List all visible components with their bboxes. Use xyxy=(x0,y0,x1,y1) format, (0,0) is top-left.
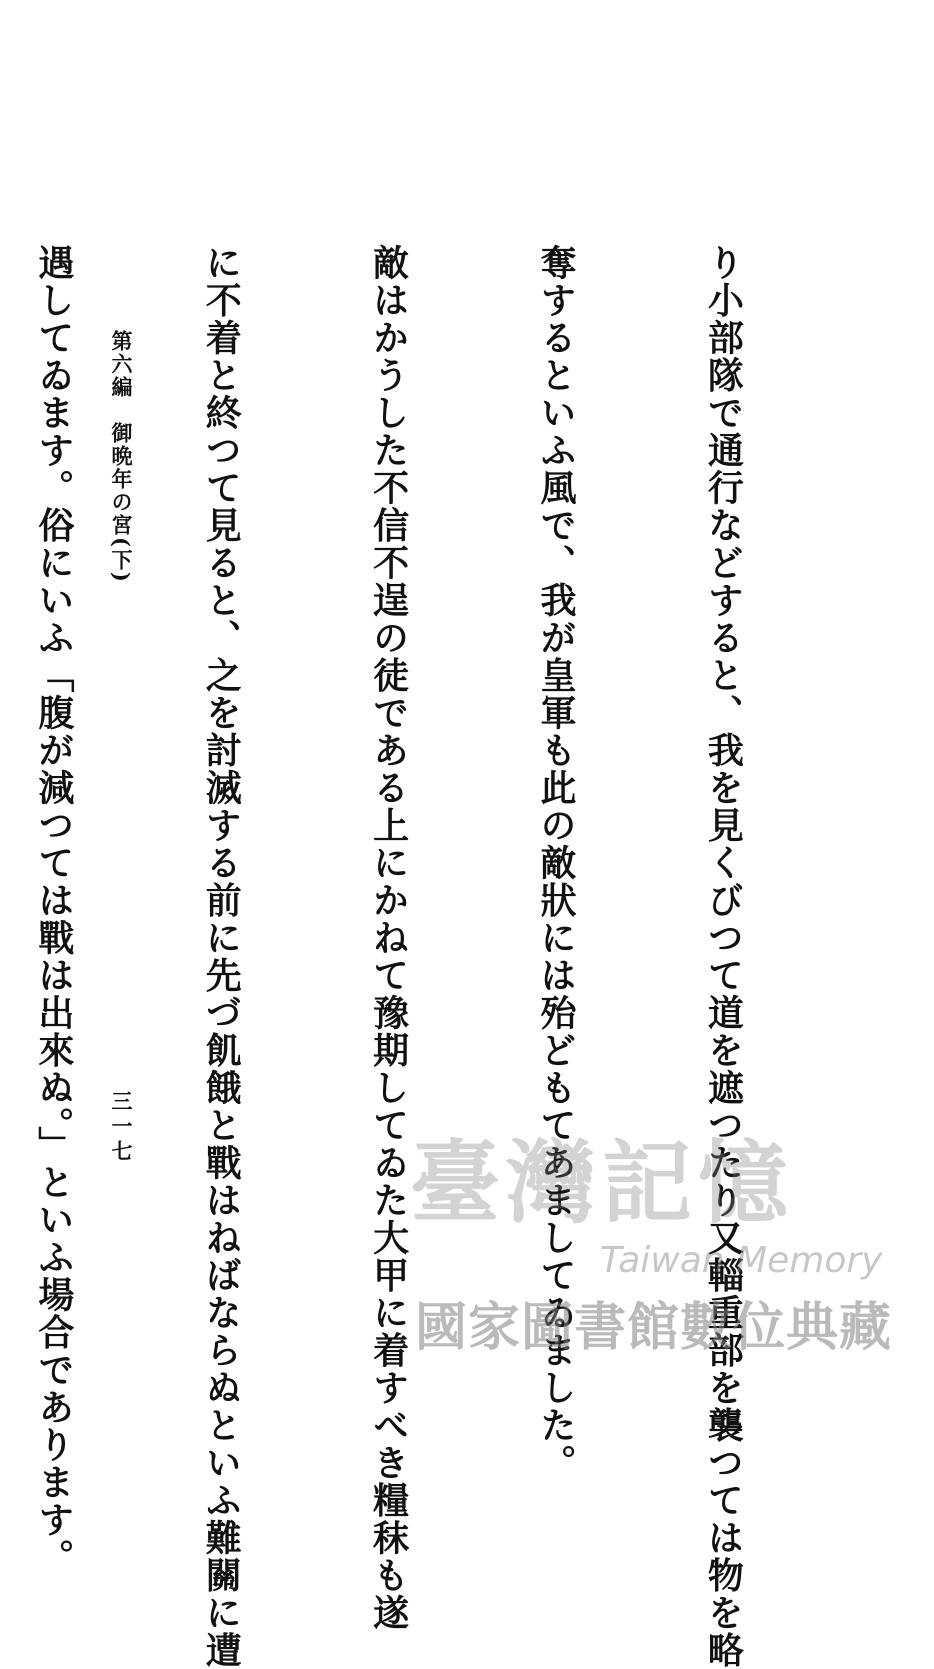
text-column: 奪するといふ風で、我が皇軍も此の敵狀には殆どもてあましてゐました。 xyxy=(535,244,578,1482)
running-head: 第六編 御晩年の宮(下) xyxy=(109,330,134,584)
page-number: 三一七 xyxy=(109,1090,134,1165)
text-column: り小部隊で通行などすると、我を見くびつて道を遮つたり又輜重部を襲つては物を略 xyxy=(702,244,745,1669)
watermark-english: Taiwan Memory xyxy=(600,1240,883,1281)
text-column: に不着と終つて見ると、之を討滅する前に先づ飢餓と戰はねばならぬといふ難關に遭 xyxy=(200,244,243,1669)
watermark-library: 國家圖書館數位典藏 xyxy=(415,1298,893,1358)
watermark-logo: 臺灣記憶 xyxy=(410,1130,794,1236)
text-column: 遇してゐます。俗にいふ「腹が減つては戰は出來ぬ。」といふ場合であります。 xyxy=(32,244,75,1576)
text-column: 敵はかうした不信不逞の徒である上にかねて豫期してゐた大甲に着すべき糧秣も遂 xyxy=(367,244,410,1632)
